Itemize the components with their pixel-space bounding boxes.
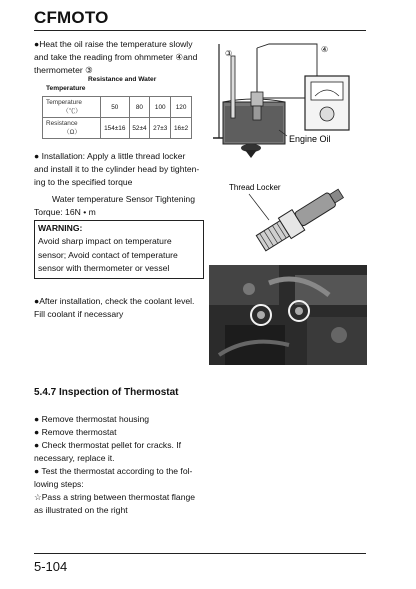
warning-box — [34, 220, 204, 279]
step-item: necessary, replace it. — [34, 453, 115, 463]
sensor-thread-locker-diagram — [209, 178, 367, 260]
oil-bath-test-diagram — [209, 38, 367, 164]
resistance-table — [42, 96, 192, 139]
table-cell: 120 — [171, 97, 192, 118]
warning-line: sensor; Avoid contact of temperature — [38, 249, 178, 260]
after-line: ●After installation, check the coolant level. — [34, 296, 195, 306]
installation-line: ing to the specified torque — [34, 177, 133, 187]
section-heading: 5.4.7 Inspection of Thermostat — [34, 387, 179, 398]
intro-paragraph — [34, 38, 209, 77]
step-item: ● Test the thermostat according to the fol- — [34, 466, 193, 476]
torque-spec: Water temperature Sensor Tightening — [52, 194, 195, 204]
table-caption-2: Temperature — [46, 85, 86, 92]
table-cell: Resistance （Ω） — [43, 118, 101, 139]
installation-line: ● Installation: Apply a little thread locker — [34, 151, 186, 161]
table-caption: Resistance and Water — [88, 76, 157, 83]
table-row — [43, 118, 192, 139]
step-item: ● Check thermostat pellet for cracks. If — [34, 440, 182, 450]
intro-line: and take the reading from ohmmeter ④and — [34, 52, 198, 62]
table-row — [43, 97, 192, 118]
table-cell: 27±3 — [150, 118, 171, 139]
step-item: ● Remove thermostat housing — [34, 414, 150, 424]
intro-line: thermometer ③ — [34, 65, 93, 75]
installation-paragraph — [34, 150, 206, 219]
table-cell: 52±4 — [129, 118, 150, 139]
warning-line: Avoid sharp impact on temperature — [38, 236, 172, 247]
step-item: ☆Pass a string between thermostat flange — [34, 492, 196, 502]
brand-title: CFMOTO — [34, 8, 109, 27]
thread-locker-label: Thread Locker — [229, 183, 281, 192]
after-line: Fill coolant if necessary — [34, 309, 124, 319]
after-install-paragraph — [34, 295, 209, 321]
label-ohmmeter: ④ — [321, 45, 329, 54]
step-item: lowing steps: — [34, 479, 84, 489]
table-cell: 50 — [101, 97, 130, 118]
label-thermometer: ③ — [225, 49, 233, 58]
installation-line: and install it to the cylinder head by tighten- — [34, 164, 200, 174]
thermostat-steps — [34, 413, 364, 517]
footer-rule — [34, 553, 366, 554]
table-cell: Temperature （℃） — [43, 97, 101, 118]
warning-title: WARNING: — [38, 223, 83, 233]
header-rule — [34, 30, 366, 31]
intro-line: ●Heat the oil raise the temperature slowly — [34, 39, 193, 49]
page-number: 5-104 — [34, 559, 68, 574]
table-cell: 100 — [150, 97, 171, 118]
engine-oil-label: Engine Oil — [289, 134, 331, 144]
warning-line: sensor with thermometer or vessel — [38, 263, 170, 274]
engine-photo — [209, 265, 367, 365]
step-item: ● Remove thermostat — [34, 427, 117, 437]
torque-value: Torque: 16N • m — [34, 207, 96, 217]
table-cell: 16±2 — [171, 118, 192, 139]
table-cell: 80 — [129, 97, 150, 118]
table-cell: 154±16 — [101, 118, 130, 139]
step-item: as illustrated on the right — [34, 505, 128, 515]
